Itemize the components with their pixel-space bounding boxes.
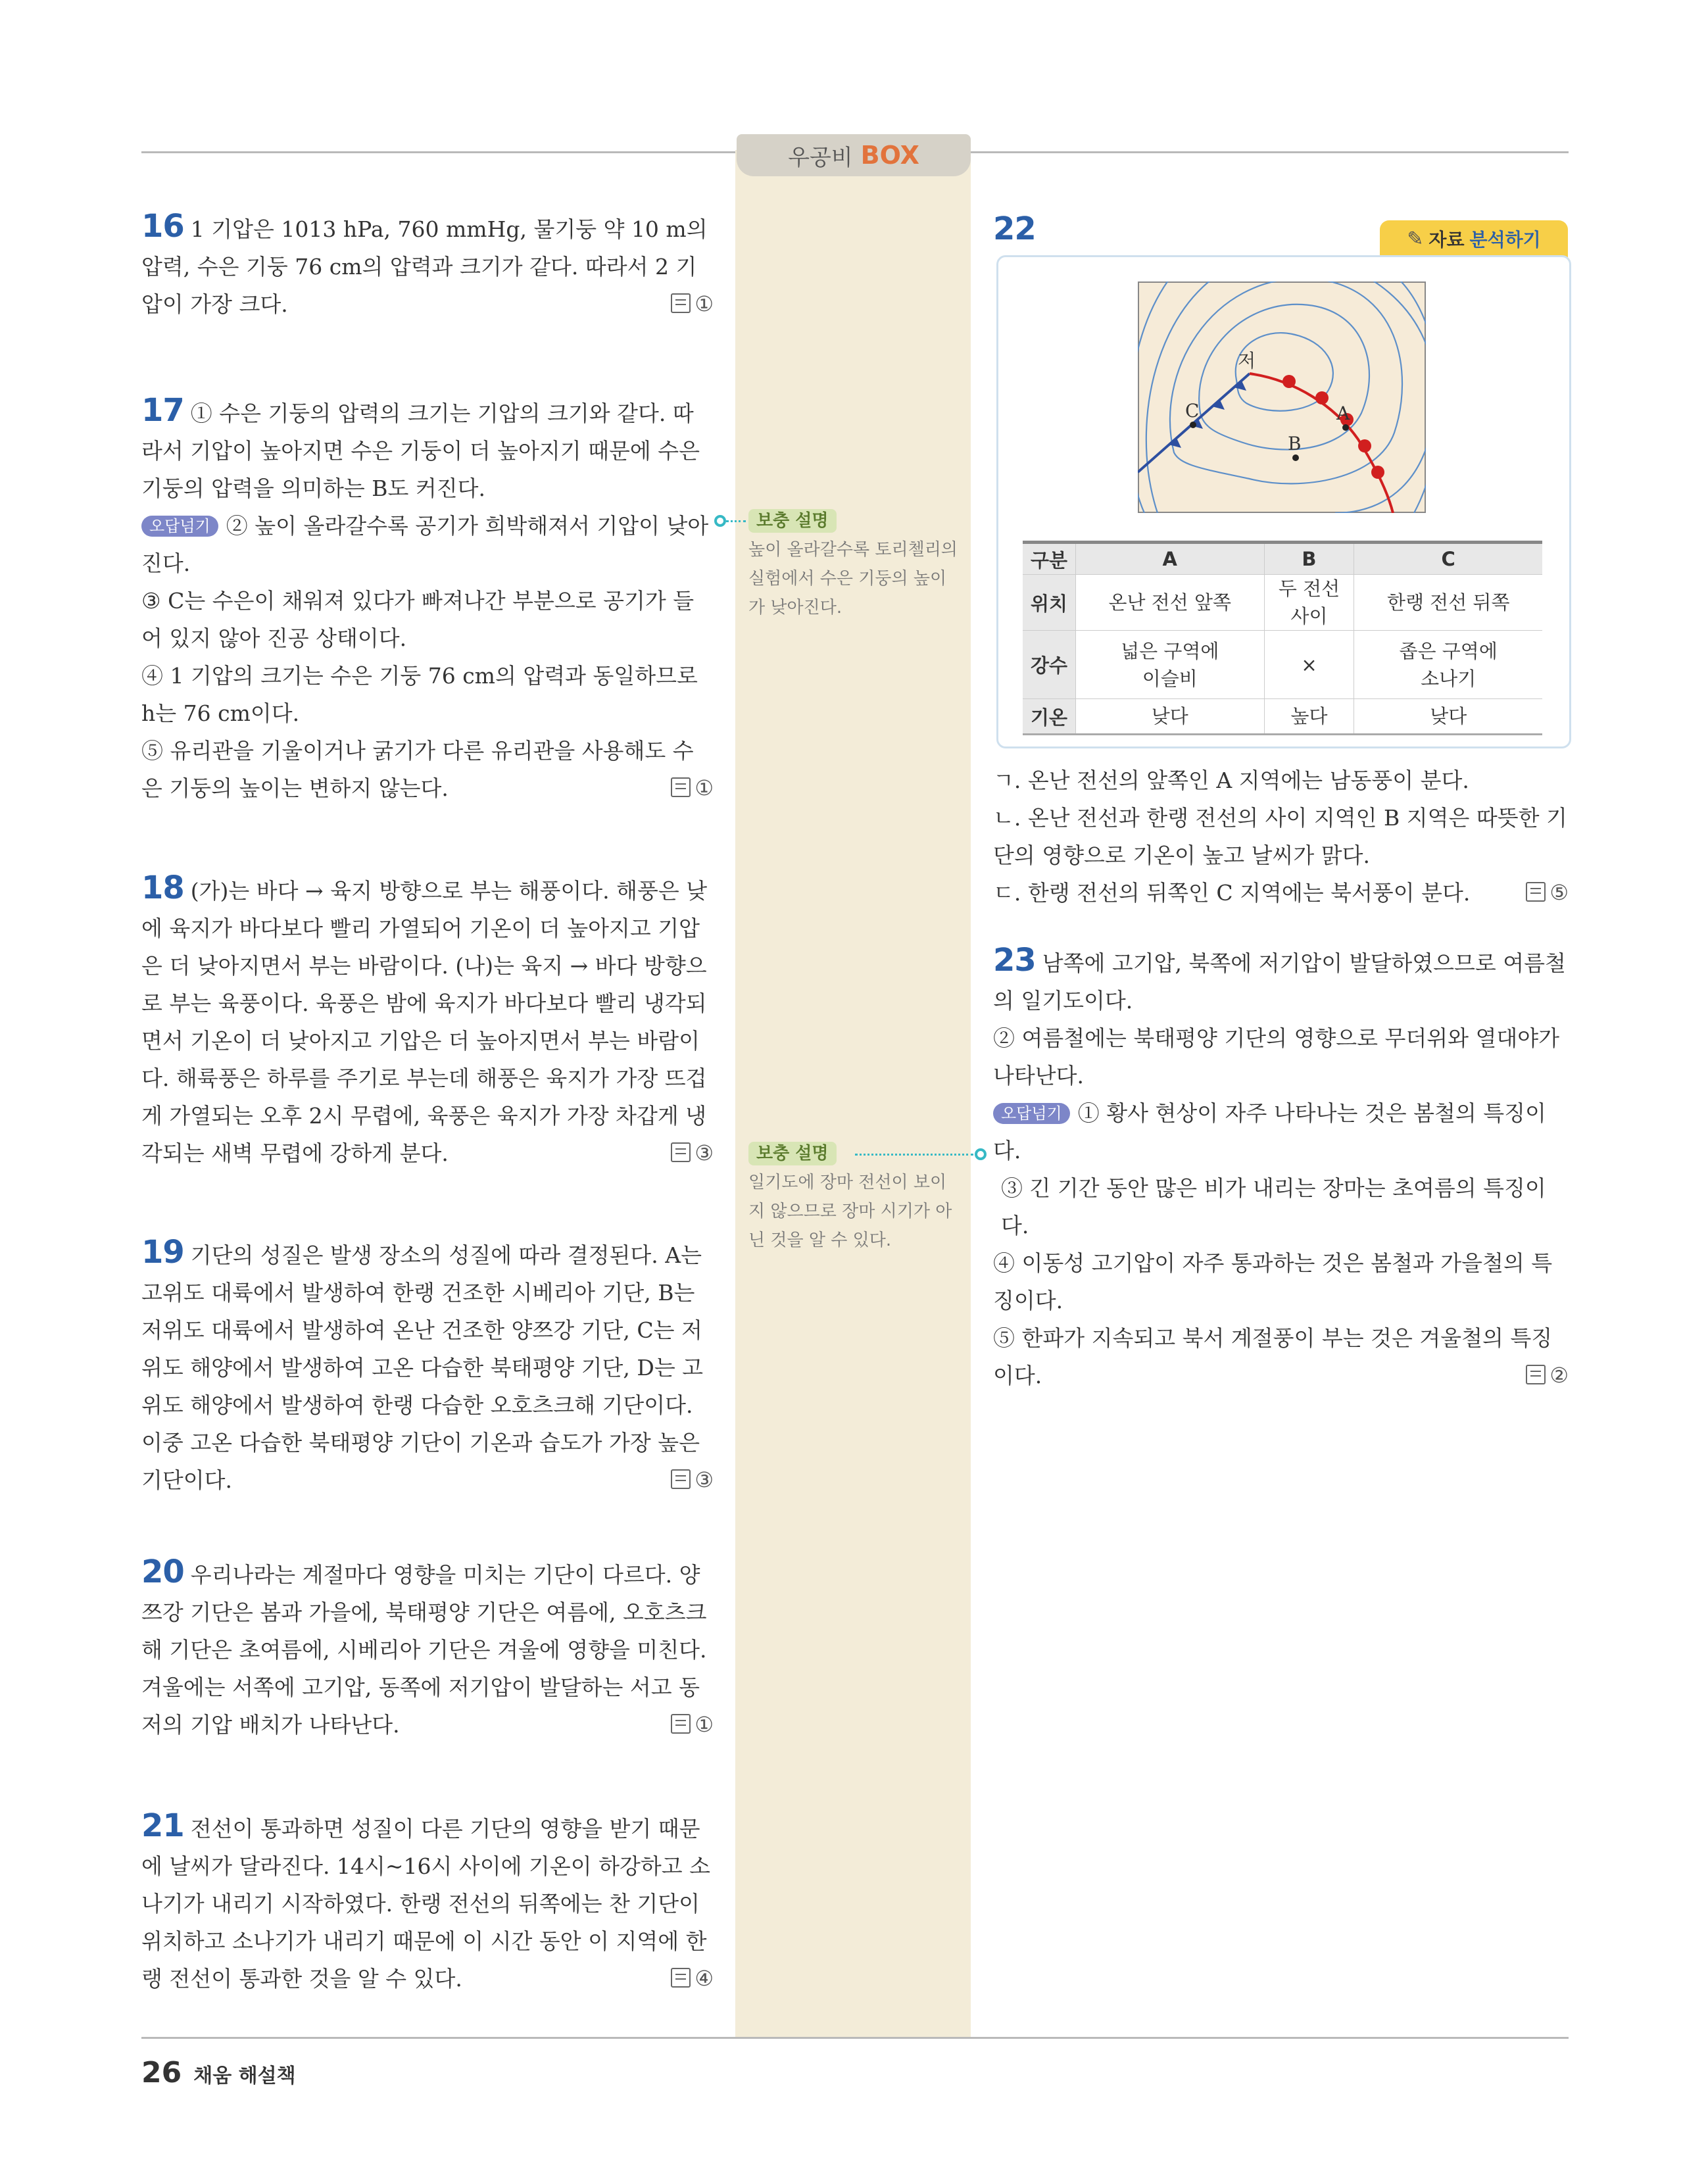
answer-icon — [671, 293, 691, 313]
explanation-text: 우리나라는 계절마다 영향을 미치는 기단이 다르다. 양쯔강 기단은 봄과 가을에, 북태평양 기단은 여름에, 오호츠크해 기단은 초여름에, 시베리아 기단은 겨울에 영향을 미친다. 겨울에는 서쪽에 고기압, 동쪽에 저기압이 발달하는 서고 동저의 기압 배치가 나타난다. — [141, 1562, 707, 1738]
question-22-number-wrap — [993, 210, 1042, 251]
wrong-answer-badge: 오답넘기 — [993, 1103, 1070, 1124]
explanation-text: 남쪽에 고기압, 북쪽에 저기압이 발달하였으므로 여름철의 일기도이다. — [993, 950, 1566, 1014]
answer-icon — [671, 1714, 691, 1734]
answer-mark — [671, 770, 714, 807]
paragraph — [141, 507, 714, 582]
statement-text: ㄷ. 한랭 전선의 뒤쪽인 C 지역에는 북서풍이 분다. — [993, 880, 1471, 906]
header-cell: 구분 — [1023, 543, 1076, 575]
answer-value: ① — [695, 775, 714, 800]
answer-value: ④ — [695, 1966, 714, 1991]
header-cell: C — [1354, 543, 1542, 575]
answer-mark — [671, 1960, 714, 1997]
question-17 — [141, 392, 714, 807]
bottom-rule — [141, 2037, 1569, 2039]
table-cell: 높다 — [1264, 699, 1354, 735]
answer-mark — [1526, 874, 1569, 912]
book-title: 채움 해설책 — [193, 2065, 296, 2088]
paragraph — [993, 942, 1569, 1019]
box-tab-suffix: BOX — [860, 141, 919, 170]
explanation-text: 전선이 통과하면 성질이 다른 기단의 영향을 받기 때문에 날씨가 달라진다. 14시~16시 사이에 기온이 하강하고 소나기가 내리기 시작하였다. 한랭 전선의 뒤쪽에는 찬 기단이 위치하고 소나기가 내리기 때문에 이 시간 동안 이 지역에 한랭 전선이 통과한 것을 알 수 있다. — [141, 1816, 710, 1992]
answer-value: ① — [695, 291, 714, 316]
row-label: 위치 — [1023, 575, 1076, 631]
question-number: 18 — [141, 869, 184, 906]
explanation-text: 기단의 성질은 발생 장소의 성질에 따라 결정된다. A는 고위도 대륙에서 발생하여 한랭 건조한 시베리아 기단, B는 저위도 대륙에서 발생하여 온난 건조한 양쯔강 기단, C는 저위도 해양에서 발생하여 고온 다습한 북태평양 기단, D는 고위도 해양에서 발생하여 한랭 다습한 오호츠크해 기단이다. 이중 고온 다습한 북태평양 기단이 기온과 습도가 가장 높은 기단이다. — [141, 1242, 704, 1493]
table-row — [1023, 631, 1542, 699]
point-c — [1190, 422, 1196, 428]
table-header-row — [1023, 543, 1542, 575]
question-19 — [141, 1234, 714, 1499]
explanation-text: ① 황사 현상이 자주 나타나는 것은 봄철의 특징이다. — [993, 1100, 1546, 1163]
supplement-label: 보충 설명 — [748, 1142, 837, 1165]
wrong-answer-badge: 오답넘기 — [141, 516, 218, 537]
answer-value: ① — [695, 1712, 714, 1737]
tag-label-a: 자료 — [1428, 229, 1465, 251]
answer-mark — [671, 1135, 714, 1172]
supplement-note-2 — [748, 1139, 959, 1255]
connector-line — [726, 520, 746, 522]
connector-dot — [975, 1148, 987, 1160]
box-column — [735, 150, 971, 2039]
question-number: 19 — [141, 1234, 184, 1271]
header-cell: A — [1076, 543, 1265, 575]
question-18 — [141, 869, 714, 1172]
answer-value: ② — [1549, 1363, 1569, 1388]
question-number: 23 — [993, 942, 1036, 979]
question-number: 21 — [141, 1807, 184, 1844]
table-row — [1023, 575, 1542, 631]
table-cell: 온난 전선 앞쪽 — [1076, 575, 1265, 631]
box-tab — [737, 134, 971, 176]
table-cell: 넓은 구역에 이슬비 — [1076, 631, 1265, 699]
tag-label-b: 분석하기 — [1469, 229, 1541, 251]
explanation-text: ① 수은 기둥의 압력의 크기는 기압의 크기와 같다. 따라서 기압이 높아지면 수은 기둥이 더 높아지기 때문에 수은 기둥의 압력을 의미하는 B도 커진다. — [141, 401, 700, 501]
question-22-statements — [993, 762, 1569, 912]
question-number: 17 — [141, 392, 184, 429]
statement — [993, 874, 1569, 912]
supplement-text: 높이 올라갈수록 토리첼리의 실험에서 수은 기둥의 높이가 낮아진다. — [748, 540, 958, 618]
answer-icon — [671, 1469, 691, 1489]
answer-value: ③ — [695, 1140, 714, 1165]
page-number: 26 — [141, 2056, 182, 2089]
paragraph: ③ C는 수은이 채워져 있다가 빠져나간 부분으로 공기가 들어 있지 않아 진공 상태이다. — [141, 588, 695, 651]
point-a-label: A — [1336, 403, 1350, 424]
answer-value: ⑤ — [1549, 880, 1569, 905]
statement: ㄴ. 온난 전선과 한랭 전선의 사이 지역인 B 지역은 따뜻한 기단의 영향으로 기온이 높고 날씨가 맑다. — [993, 805, 1567, 868]
answer-value: ③ — [695, 1467, 714, 1492]
connector-line — [855, 1154, 973, 1156]
paragraph: ② 여름철에는 북태평양 기단의 영향으로 무더위와 열대야가 나타난다. — [993, 1025, 1560, 1088]
answer-icon — [671, 1142, 691, 1162]
point-b-label: B — [1288, 433, 1302, 454]
explanation-text: ⑤ 유리관을 기울이거나 굵기가 다른 유리관을 사용해도 수은 기둥의 높이는 변하지 않는다. — [141, 738, 694, 801]
answer-icon — [1526, 882, 1546, 902]
front-comparison-table — [1023, 541, 1542, 735]
explanation-text: (가)는 바다 → 육지 방향으로 부는 해풍이다. 해풍은 낮에 육지가 바다보다 빨리 가열되어 기온이 더 높아지고 기압은 더 낮아지면서 부는 바람이다. (나)는 육지 → 바다 방향으로 부는 육풍이다. 육풍은 밤에 육지가 바다보다 빨리 냉각되면서 기온이 더 낮아지고 기압은 더 높아지면서 부는 바람이다. 해륙풍은 하루를 주기로 부는데 해풍은 육지가 가장 뜨겁게 가열되는 오후 2시 무렵에, 육풍은 육지가 가장 차갑게 냉각되는 새벽 무렵에 강하게 분다. — [141, 878, 708, 1166]
paragraph — [993, 1094, 1569, 1169]
supplement-note-1 — [748, 506, 959, 622]
question-23 — [993, 942, 1569, 1394]
answer-mark — [671, 285, 714, 323]
table-cell: 한랭 전선 뒤쪽 — [1354, 575, 1542, 631]
answer-icon — [1526, 1365, 1546, 1384]
point-b — [1292, 454, 1299, 461]
explanation-text: ② 높이 올라갈수록 공기가 희박해져서 기압이 낮아진다. — [141, 513, 709, 576]
weather-map — [1138, 281, 1426, 513]
question-20 — [141, 1553, 714, 1744]
table-cell: 낮다 — [1076, 699, 1265, 735]
paperclip-icon: ✎ — [1407, 227, 1424, 251]
table-cell: 좁은 구역에 소나기 — [1354, 631, 1542, 699]
answer-mark — [671, 1461, 714, 1499]
answer-icon — [671, 777, 691, 797]
explanation-text: ⑤ 한파가 지속되고 북서 계절풍이 부는 것은 겨울철의 특징이다. — [993, 1325, 1553, 1388]
question-16 — [141, 208, 714, 323]
table-cell: × — [1264, 631, 1354, 699]
connector-dot — [714, 515, 726, 527]
table-row — [1023, 699, 1542, 735]
row-label: 강수 — [1023, 631, 1076, 699]
paragraph: ④ 이동성 고기압이 자주 통과하는 것은 봄철과 가을철의 특징이다. — [993, 1250, 1553, 1313]
low-pressure-label: 저 — [1238, 350, 1256, 372]
supplement-text: 일기도에 장마 전선이 보이지 않으므로 장마 시기가 아닌 것을 알 수 있다. — [748, 1173, 952, 1250]
data-analysis-tag — [1380, 220, 1568, 257]
point-a — [1342, 424, 1349, 431]
page-footer — [141, 2056, 296, 2089]
paragraph — [141, 732, 714, 807]
row-label: 기온 — [1023, 699, 1076, 735]
explanation-text: 1 기압은 1013 hPa, 760 mmHg, 물기둥 약 10 m의 압력, 수은 기둥 76 cm의 압력과 크기가 같다. 따라서 2 기압이 가장 크다. — [141, 216, 708, 317]
header-cell: B — [1264, 543, 1354, 575]
answer-mark — [671, 1706, 714, 1744]
question-number: 20 — [141, 1553, 184, 1590]
answer-icon — [671, 1968, 691, 1988]
question-number: 22 — [993, 210, 1036, 247]
table-cell: 두 전선 사이 — [1264, 575, 1354, 631]
question-number: 16 — [141, 208, 184, 245]
point-c-label: C — [1185, 400, 1200, 422]
paragraph: ④ 1 기압의 크기는 수은 기둥 76 cm의 압력과 동일하므로 h는 76 cm이다. — [141, 663, 698, 726]
box-tab-prefix: 우공비 — [788, 144, 853, 171]
paragraph — [993, 1319, 1569, 1394]
supplement-label: 보충 설명 — [748, 509, 837, 533]
paragraph: ③ 긴 기간 동안 많은 비가 내리는 장마는 초여름의 특징이다. — [1001, 1175, 1546, 1238]
statement: ㄱ. 온난 전선의 앞쪽인 A 지역에는 남동풍이 분다. — [993, 768, 1469, 793]
paragraph — [141, 392, 714, 507]
answer-mark — [1526, 1357, 1569, 1394]
question-21 — [141, 1807, 714, 1997]
table-cell: 낮다 — [1354, 699, 1542, 735]
